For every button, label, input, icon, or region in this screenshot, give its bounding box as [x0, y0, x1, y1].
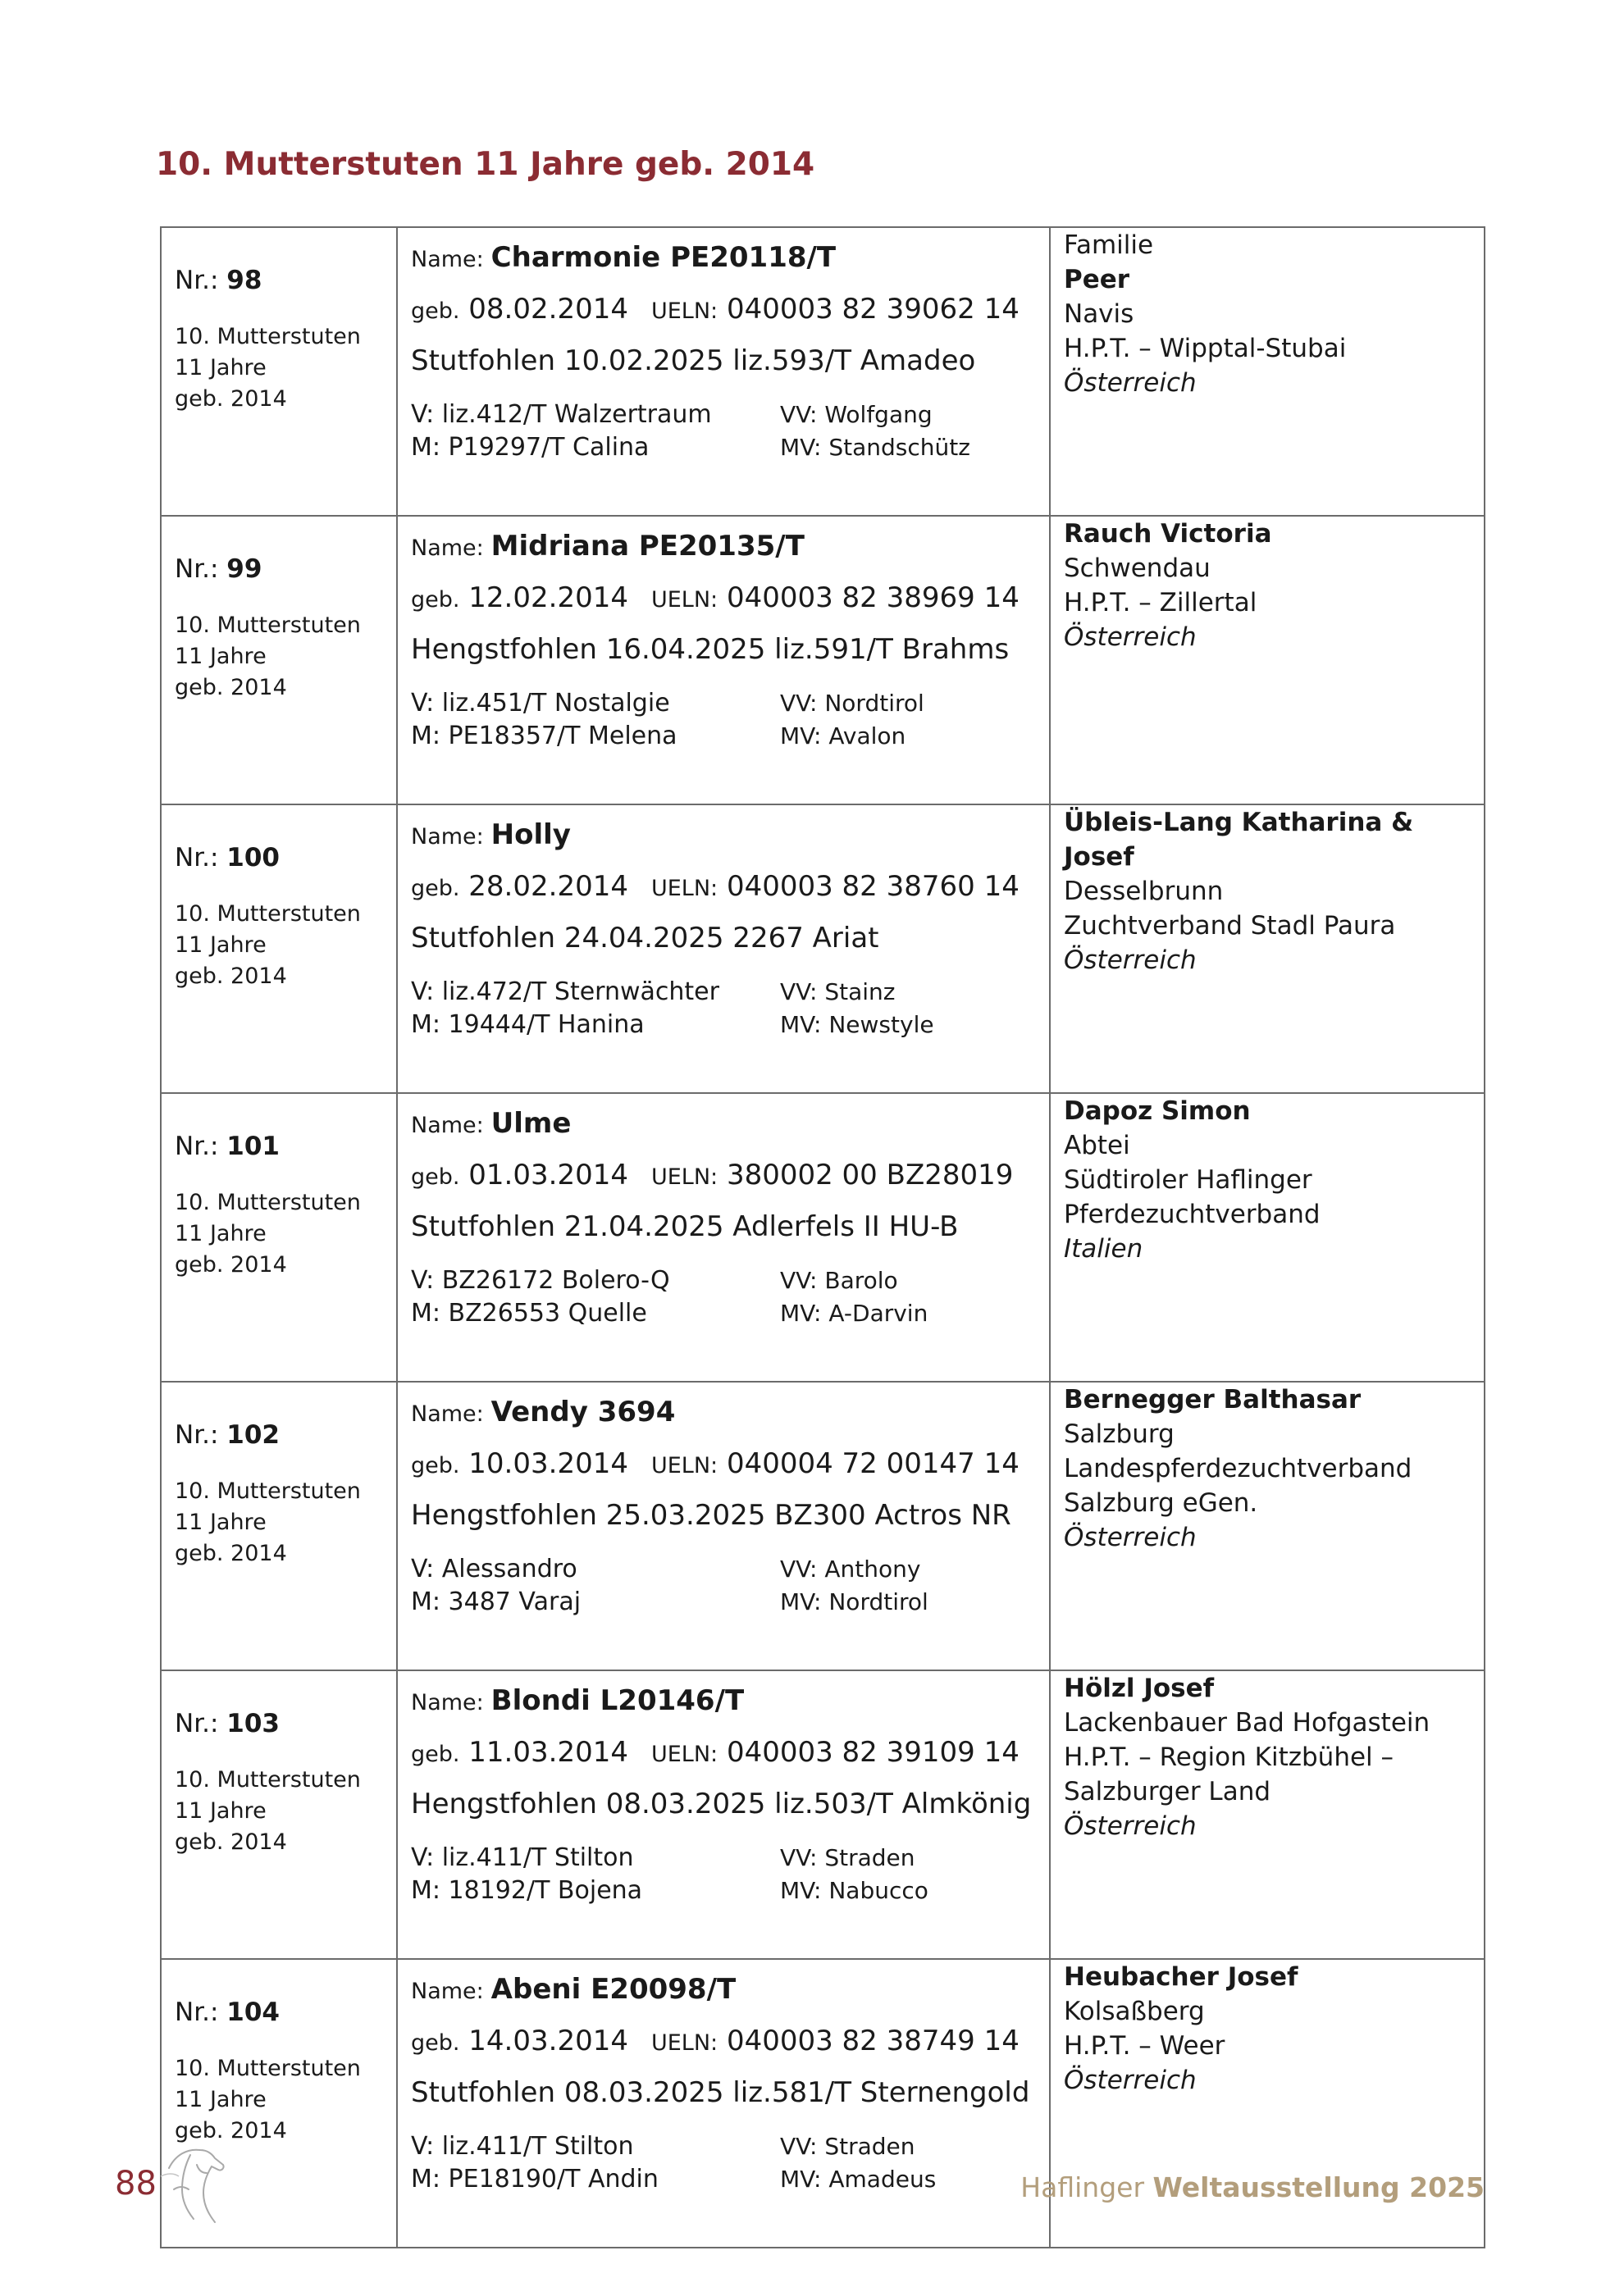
horse-name-value: Blondi L20146/T: [490, 1684, 745, 1717]
owner-line: Familie: [1064, 230, 1154, 260]
category-line: geb. 2014: [175, 963, 287, 989]
entry-number: [175, 1707, 396, 1740]
entry-number: [175, 1130, 396, 1163]
dam: M: PE18357/T Melena: [411, 722, 677, 750]
owner-line: Hölzl Josef: [1064, 1674, 1215, 1703]
category-line: 10. Mutterstuten: [175, 1767, 361, 1793]
dam-sire: MV: Nabucco: [780, 1877, 928, 1904]
horse-name: [411, 1105, 1041, 1144]
category-line: 11 Jahre: [175, 355, 267, 380]
born-date: 01.03.2014: [468, 1159, 628, 1191]
ueln: [651, 1447, 1020, 1480]
dam-sire: MV: Nordtirol: [780, 1588, 928, 1615]
ueln-value: 040003 82 39062 14: [726, 293, 1020, 326]
owner-line: Südtiroler Haflinger: [1064, 1165, 1312, 1195]
owner-line: Salzburger Land: [1064, 1777, 1271, 1806]
horse-birth: [411, 1157, 1041, 1196]
owner-line: Landespferdezuchtverband: [1064, 1454, 1412, 1483]
pedigree: [411, 1264, 1041, 1330]
entries-table-body: [161, 227, 1485, 2248]
ueln-value: 040003 82 39109 14: [726, 1736, 1020, 1769]
category-line: geb. 2014: [175, 386, 287, 412]
horse-details-cell: [397, 1093, 1050, 1382]
born-label: geb.: [411, 1453, 460, 1478]
owner-cell: [1050, 804, 1485, 1093]
owner-line: Bernegger Balthasar: [1064, 1385, 1362, 1414]
born-date: 12.02.2014: [468, 581, 628, 614]
horse-head-icon: [157, 2140, 231, 2230]
category-line: 11 Jahre: [175, 1510, 267, 1535]
entry-category: [175, 899, 396, 992]
horse-name-value: Charmonie PE20118/T: [490, 241, 837, 274]
owner-line: Dapoz Simon: [1064, 1096, 1251, 1126]
ueln: [651, 2025, 1020, 2057]
entry-category: [175, 610, 396, 704]
horse-name: [411, 817, 1041, 855]
nr-value: 103: [226, 1709, 280, 1738]
dam: M: 18192/T Bojena: [411, 1876, 643, 1905]
owner-line: Salzburg eGen.: [1064, 1488, 1258, 1518]
owner-line: Österreich: [1064, 368, 1197, 398]
nr-value: 100: [226, 843, 280, 872]
owner-line: Heubacher Josef: [1064, 1962, 1298, 1992]
table-row: [161, 1382, 1485, 1670]
horse-details-cell: [397, 1382, 1050, 1670]
owner-line: Abtei: [1064, 1131, 1130, 1160]
foal-info: Stutfohlen 21.04.2025 Adlerfels II HU-B: [411, 1210, 959, 1243]
name-label: Name:: [411, 247, 484, 272]
ueln-label: UELN:: [650, 876, 718, 901]
owner-line: Österreich: [1064, 945, 1197, 975]
ueln-value: 040003 82 38969 14: [726, 581, 1020, 614]
entry-number: [175, 841, 396, 874]
table-row: [161, 1093, 1485, 1382]
table-row: [161, 516, 1485, 804]
owner-line: H.P.T. – Weer: [1064, 2031, 1225, 2061]
born-label: geb.: [411, 298, 460, 324]
horse-details-cell: [397, 1959, 1050, 2248]
owner-line: Desselbrunn: [1064, 877, 1224, 906]
born-date: 28.02.2014: [468, 870, 628, 903]
sire-sire: VV: Nordtirol: [780, 690, 924, 717]
dam-sire: MV: Amadeus: [780, 2166, 937, 2193]
page-title: 10. Mutterstuten 11 Jahre geb. 2014: [156, 146, 815, 183]
horse-name-value: Midriana PE20135/T: [490, 530, 805, 563]
nr-value: 98: [226, 266, 262, 295]
horse-name: [411, 528, 1041, 567]
owner-cell: [1050, 1093, 1485, 1382]
nr-value: 99: [226, 554, 262, 584]
nr-label: Nr.:: [175, 266, 219, 295]
born-label: geb.: [411, 1742, 460, 1767]
foal-info: Stutfohlen 24.04.2025 2267 Ariat: [411, 922, 879, 954]
dam-sire: MV: A-Darvin: [780, 1300, 928, 1327]
owner-line: H.P.T. – Region Kitzbühel –: [1064, 1742, 1394, 1772]
table-row: [161, 1959, 1485, 2248]
ueln: [651, 1736, 1020, 1769]
dam-sire: MV: Avalon: [780, 722, 906, 749]
footer-title: Weltausstellung 2025: [1152, 2171, 1485, 2203]
table-row: [161, 1670, 1485, 1959]
foal-info: Stutfohlen 10.02.2025 liz.593/T Amadeo: [411, 344, 976, 377]
table-row: [161, 804, 1485, 1093]
ueln-label: UELN:: [650, 587, 718, 613]
entry-number-cell: [161, 227, 397, 516]
owner-line: H.P.T. – Wipptal-Stubai: [1064, 334, 1347, 363]
ueln-value: 380002 00 BZ28019: [726, 1159, 1014, 1191]
entry-category: [175, 2053, 396, 2147]
horse-details-cell: [397, 804, 1050, 1093]
ueln-label: UELN:: [650, 1742, 718, 1767]
nr-label: Nr.:: [175, 843, 219, 872]
name-label: Name:: [411, 535, 484, 561]
entry-category: [175, 1765, 396, 1858]
table-row: [161, 227, 1485, 516]
horse-name-value: Ulme: [490, 1107, 572, 1140]
entry-number: [175, 264, 396, 297]
sire-sire: VV: Straden: [780, 1844, 915, 1871]
owner-line: Österreich: [1064, 1811, 1197, 1841]
category-line: 10. Mutterstuten: [175, 613, 361, 638]
category-line: 10. Mutterstuten: [175, 1190, 361, 1215]
entry-number: [175, 1419, 396, 1451]
horse-birth: [411, 1446, 1041, 1484]
dam: M: 19444/T Hanina: [411, 1010, 645, 1039]
page-number: 88: [115, 2165, 157, 2203]
category-line: 10. Mutterstuten: [175, 324, 361, 349]
entry-category: [175, 321, 396, 415]
entry-category: [175, 1476, 396, 1569]
ueln: [651, 581, 1020, 614]
publication-footer: [1020, 2171, 1485, 2203]
name-label: Name:: [411, 824, 484, 850]
owner-cell: [1050, 1670, 1485, 1959]
born-label: geb.: [411, 587, 460, 613]
sire-sire: VV: Anthony: [780, 1556, 921, 1583]
dam-sire: MV: Standschütz: [780, 434, 970, 461]
ueln: [651, 870, 1020, 903]
horse-birth: [411, 2023, 1041, 2061]
category-line: 10. Mutterstuten: [175, 1478, 361, 1504]
pedigree: [411, 1842, 1041, 1907]
foal-info: Stutfohlen 08.03.2025 liz.581/T Sternengold: [411, 2076, 1030, 2109]
entry-number-cell: [161, 1093, 397, 1382]
owner-line: Zuchtverband Stadl Paura: [1064, 911, 1396, 941]
owner-line: Kolsaßberg: [1064, 1997, 1205, 2026]
category-line: 11 Jahre: [175, 1221, 267, 1246]
owner-line: Lackenbauer Bad Hofgastein: [1064, 1708, 1430, 1738]
owner-line: Schwendau: [1064, 554, 1211, 583]
ueln-label: UELN:: [650, 1164, 718, 1190]
owner-cell: [1050, 1959, 1485, 2248]
born-label: geb.: [411, 876, 460, 901]
horse-name: [411, 1683, 1041, 1721]
owner-line: Salzburg: [1064, 1419, 1175, 1449]
entry-number-cell: [161, 804, 397, 1093]
nr-label: Nr.:: [175, 1998, 219, 2027]
horse-name: [411, 1971, 1041, 2010]
name-label: Name:: [411, 1113, 484, 1138]
foal-info: Hengstfohlen 16.04.2025 liz.591/T Brahms: [411, 633, 1010, 666]
born-label: geb.: [411, 2030, 460, 2056]
pedigree: [411, 976, 1041, 1041]
horse-birth: [411, 1734, 1041, 1773]
horse-details-cell: [397, 516, 1050, 804]
nr-label: Nr.:: [175, 554, 219, 584]
horse-details-cell: [397, 1670, 1050, 1959]
horse-name-value: Vendy 3694: [490, 1396, 676, 1428]
born-date: 10.03.2014: [468, 1447, 628, 1480]
foal-info: Hengstfohlen 25.03.2025 BZ300 Actros NR: [411, 1499, 1011, 1532]
entry-number-cell: [161, 1670, 397, 1959]
pedigree: [411, 399, 1041, 464]
nr-label: Nr.:: [175, 1132, 219, 1161]
category-line: 10. Mutterstuten: [175, 2056, 361, 2081]
owner-line: Navis: [1064, 299, 1134, 329]
horse-birth: [411, 291, 1041, 330]
born-label: geb.: [411, 1164, 460, 1190]
dam: M: 3487 Varaj: [411, 1588, 582, 1616]
dam: M: PE18190/T Andin: [411, 2165, 659, 2194]
entry-number-cell: [161, 516, 397, 804]
owner-line: Peer: [1064, 265, 1130, 294]
nr-label: Nr.:: [175, 1420, 219, 1450]
category-line: geb. 2014: [175, 1252, 287, 1278]
ueln: [651, 1159, 1013, 1191]
category-line: geb. 2014: [175, 1541, 287, 1566]
entries-table: [160, 226, 1485, 2248]
sire: V: liz.411/T Stilton: [411, 1843, 634, 1872]
footer-prefix: Haflinger: [1020, 2171, 1145, 2203]
nr-label: Nr.:: [175, 1709, 219, 1738]
entry-number: [175, 553, 396, 585]
entry-number: [175, 1996, 396, 2029]
nr-value: 104: [226, 1998, 280, 2027]
pedigree: [411, 2130, 1041, 2196]
ueln-value: 040003 82 38760 14: [726, 870, 1020, 903]
sire: V: BZ26172 Bolero-Q: [411, 1266, 670, 1295]
name-label: Name:: [411, 1690, 484, 1715]
horse-birth: [411, 580, 1041, 618]
name-label: Name:: [411, 1401, 484, 1427]
born-date: 08.02.2014: [468, 293, 628, 326]
owner-line: Italien: [1064, 1234, 1143, 1264]
pedigree: [411, 687, 1041, 753]
horse-birth: [411, 868, 1041, 907]
horse-name: [411, 239, 1041, 278]
sire: V: liz.472/T Sternwächter: [411, 977, 719, 1006]
born-date: 14.03.2014: [468, 2025, 628, 2057]
horse-name-value: Holly: [490, 818, 571, 851]
dam: M: P19297/T Calina: [411, 433, 650, 462]
horse-name: [411, 1394, 1041, 1433]
dam-sire: MV: Newstyle: [780, 1011, 934, 1038]
foal-info: Hengstfohlen 08.03.2025 liz.503/T Almkönig: [411, 1788, 1032, 1820]
owner-cell: [1050, 1382, 1485, 1670]
owner-line: Österreich: [1064, 1523, 1197, 1552]
ueln-label: UELN:: [650, 298, 718, 324]
owner-line: Übleis-Lang Katharina & Josef: [1064, 808, 1414, 872]
ueln-value: 040004 72 00147 14: [726, 1447, 1020, 1480]
category-line: geb. 2014: [175, 2118, 287, 2143]
nr-value: 102: [226, 1420, 280, 1450]
sire-sire: VV: Stainz: [780, 978, 896, 1005]
owner-line: Österreich: [1064, 622, 1197, 652]
category-line: 11 Jahre: [175, 2087, 267, 2112]
name-label: Name:: [411, 1979, 484, 2004]
sire-sire: VV: Barolo: [780, 1267, 898, 1294]
category-line: 11 Jahre: [175, 932, 267, 958]
entry-number-cell: [161, 1382, 397, 1670]
category-line: 11 Jahre: [175, 1798, 267, 1824]
category-line: 11 Jahre: [175, 644, 267, 669]
owner-line: Österreich: [1064, 2066, 1197, 2095]
sire: V: liz.412/T Walzertraum: [411, 400, 712, 429]
sire-sire: VV: Straden: [780, 2133, 915, 2160]
pedigree: [411, 1553, 1041, 1619]
sire-sire: VV: Wolfgang: [780, 401, 933, 428]
entry-category: [175, 1187, 396, 1281]
owner-line: Rauch Victoria: [1064, 519, 1272, 549]
owner-cell: [1050, 227, 1485, 516]
ueln: [651, 293, 1020, 326]
born-date: 11.03.2014: [468, 1736, 628, 1769]
owner-line: H.P.T. – Zillertal: [1064, 588, 1257, 617]
ueln-label: UELN:: [650, 2030, 718, 2056]
ueln-value: 040003 82 38749 14: [726, 2025, 1020, 2057]
sire: V: Alessandro: [411, 1555, 577, 1583]
owner-cell: [1050, 516, 1485, 804]
category-line: geb. 2014: [175, 675, 287, 700]
sire: V: liz.451/T Nostalgie: [411, 689, 670, 718]
sire: V: liz.411/T Stilton: [411, 2132, 634, 2161]
horse-name-value: Abeni E20098/T: [490, 1973, 737, 2006]
category-line: 10. Mutterstuten: [175, 901, 361, 927]
owner-line: Pferdezuchtverband: [1064, 1200, 1321, 1229]
dam: M: BZ26553 Quelle: [411, 1299, 647, 1328]
ueln-label: UELN:: [650, 1453, 718, 1478]
horse-details-cell: [397, 227, 1050, 516]
nr-value: 101: [226, 1132, 280, 1161]
category-line: geb. 2014: [175, 1829, 287, 1855]
